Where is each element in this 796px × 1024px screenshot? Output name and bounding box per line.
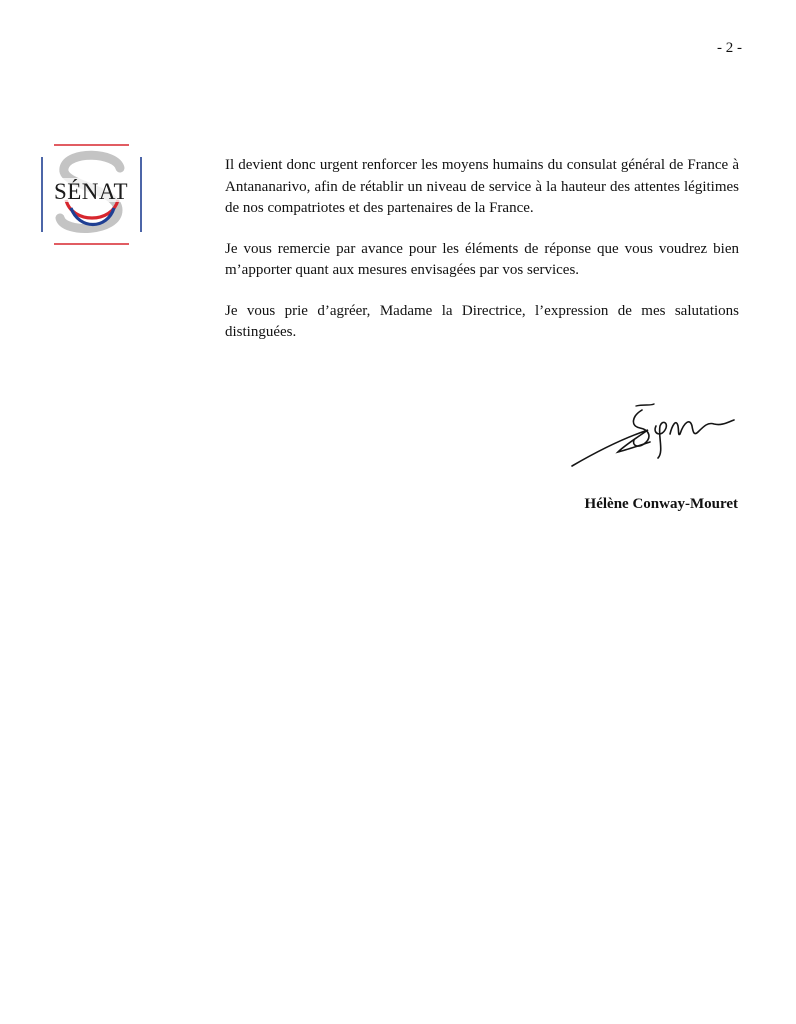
senat-logo-icon xyxy=(38,140,144,248)
handwritten-signature-icon xyxy=(566,400,738,472)
letter-body xyxy=(225,155,739,363)
paragraph-1: Il devient donc urgent renforcer les moyens humains du consulat général de France à Antananarivo, afin de rétablir un niveau de service à la hauteur des attentes légitimes de nos compatriotes et des partenaires de la France. xyxy=(225,157,739,216)
paragraph-3: Je vous prie d’agréer, Madame la Directrice, l’expression de mes salutations distinguées. xyxy=(225,302,739,340)
svg-text:SÉNAT: SÉNAT xyxy=(53,179,129,204)
senat-logo xyxy=(38,140,144,248)
page-number: - 2 - xyxy=(717,40,742,56)
paragraph-2: Je vous remercie par avance pour les éléments de réponse que vous voudrez bien m’apporter quant aux mesures envisagées par vos services. xyxy=(225,240,739,278)
signature xyxy=(566,400,738,472)
signer-name: Hélène Conway-Mouret xyxy=(584,496,738,512)
